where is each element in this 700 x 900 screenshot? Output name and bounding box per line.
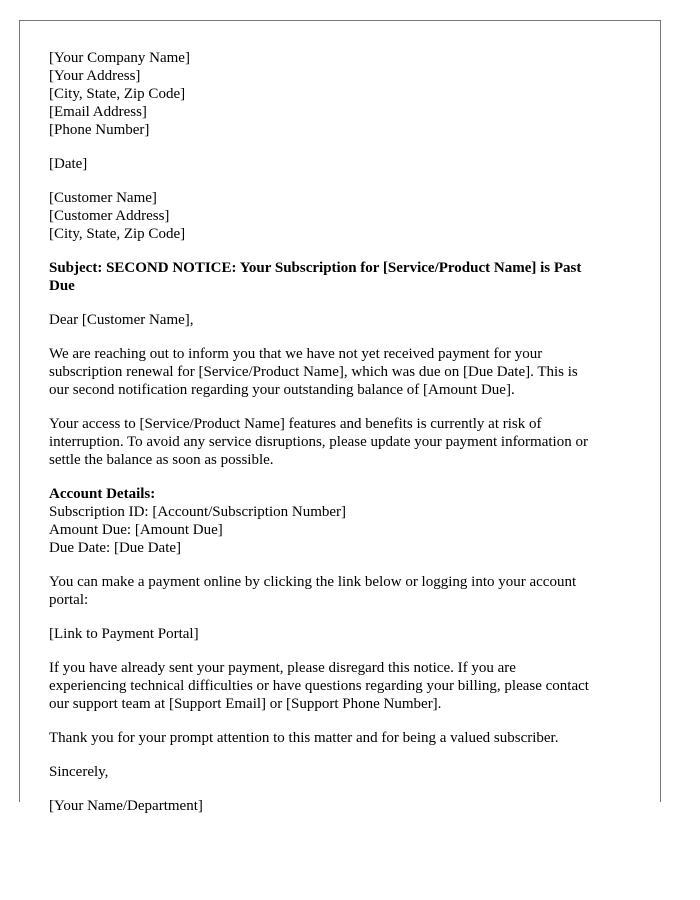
closing-text: Sincerely,	[49, 764, 109, 780]
closing	[49, 763, 639, 781]
amount-due: Amount Due: [Amount Due]	[49, 522, 223, 538]
payment-portal-link[interactable]: [Link to Payment Portal]	[49, 626, 199, 642]
due-date: Due Date: [Due Date]	[49, 540, 182, 556]
paragraph-2-line-2: interruption. To avoid any service disruptions, please update your payment information or	[49, 434, 588, 450]
letter-page	[19, 20, 661, 814]
paragraph-2-line-3: settle the balance as soon as possible.	[49, 452, 274, 468]
paragraph-3-line-1: If you have already sent your payment, please disregard this notice. If you are	[49, 660, 516, 676]
signature-partial	[49, 797, 639, 814]
recipient-city-state-zip: [City, State, Zip Code]	[49, 226, 186, 242]
recipient-name: [Customer Name]	[49, 190, 157, 206]
subject-line	[49, 259, 639, 295]
sender-address: [Your Address]	[49, 68, 141, 84]
salutation-text: Dear [Customer Name],	[49, 312, 194, 328]
payment-link-paragraph	[49, 625, 639, 643]
recipient-address: [Customer Address]	[49, 208, 170, 224]
subscription-id: Subscription ID: [Account/Subscription Number]	[49, 504, 347, 520]
paragraph-access-risk	[49, 415, 639, 469]
paragraph-2-line-1: Your access to [Service/Product Name] features and benefits is currently at risk of	[49, 416, 542, 432]
payment-instructions	[49, 573, 639, 609]
paragraph-1-line-2: subscription renewal for [Service/Product Name], which was due on [Due Date]. This is	[49, 364, 578, 380]
paragraph-3-line-2: experiencing technical difficulties or have questions regarding your billing, please contact	[49, 678, 589, 694]
sender-phone: [Phone Number]	[49, 122, 150, 138]
recipient-block	[49, 189, 639, 243]
paragraph-3-line-3: our support team at [Support Email] or [Support Phone Number].	[49, 696, 442, 712]
salutation	[49, 311, 639, 329]
payment-instructions-line-1: You can make a payment online by clicking the link below or logging into your account	[49, 574, 577, 590]
paragraph-overdue-notice	[49, 345, 639, 399]
signature-name: [Your Name/Department]	[49, 798, 203, 814]
letter-date: [Date]	[49, 156, 88, 172]
date-block	[49, 155, 639, 173]
sender-company: [Your Company Name]	[49, 50, 190, 66]
thank-you-line	[49, 729, 639, 747]
paragraph-1-line-3: our second notification regarding your outstanding balance of [Amount Due].	[49, 382, 515, 398]
account-details-heading: Account Details:	[49, 486, 156, 502]
sender-city-state-zip: [City, State, Zip Code]	[49, 86, 186, 102]
thank-you-text: Thank you for your prompt attention to this matter and for being a valued subscriber.	[49, 730, 559, 746]
subject-line-1: Subject: SECOND NOTICE: Your Subscription for [Service/Product Name] is Past	[49, 260, 582, 276]
letter-content	[49, 49, 639, 814]
sender-block	[49, 49, 639, 139]
subject-line-2: Due	[49, 278, 75, 294]
sender-email: [Email Address]	[49, 104, 147, 120]
paragraph-1-line-1: We are reaching out to inform you that we have not yet received payment for your	[49, 346, 543, 362]
payment-instructions-line-2: portal:	[49, 592, 89, 608]
account-details	[49, 485, 639, 557]
paragraph-support	[49, 659, 639, 713]
